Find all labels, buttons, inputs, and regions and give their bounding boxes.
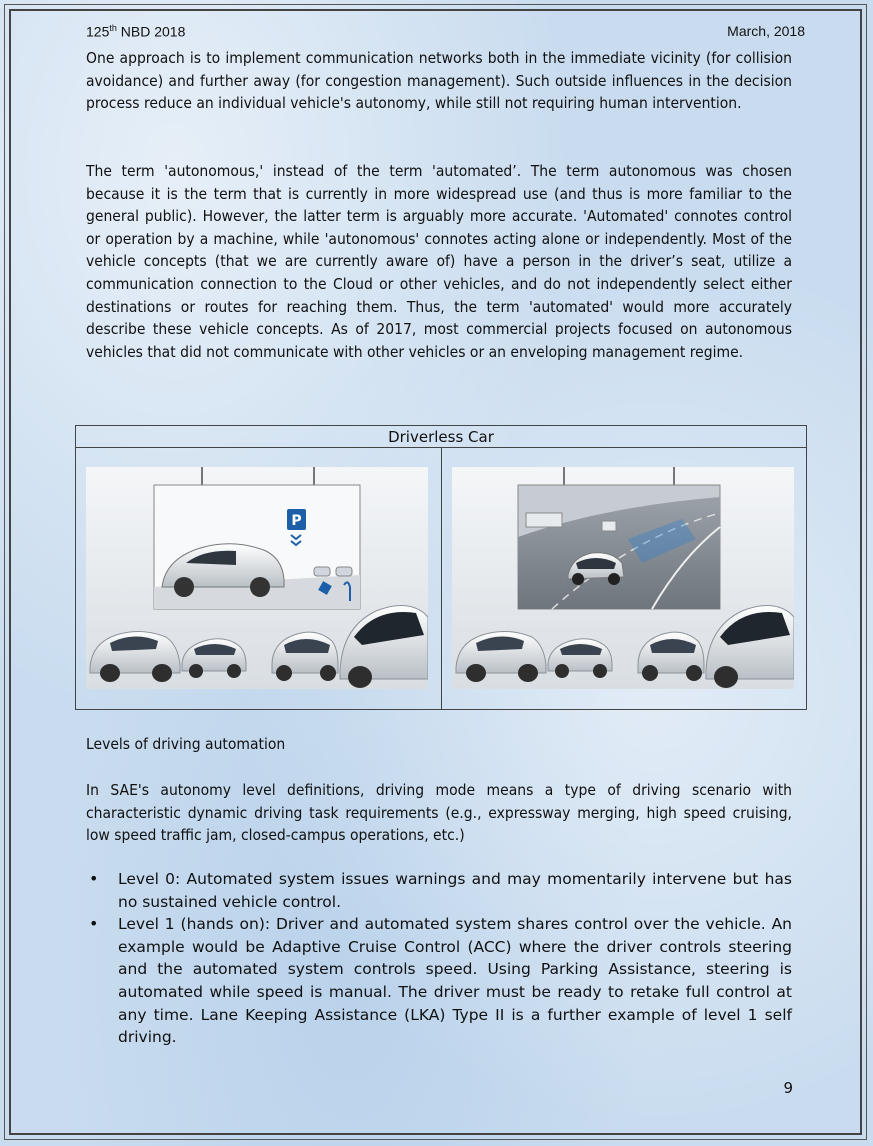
table-caption: Driverless Car [76, 426, 807, 448]
section-heading-levels: Levels of driving automation [86, 735, 286, 753]
highway-assist-illustration [452, 467, 794, 689]
image-cell-parking [76, 448, 442, 710]
automation-levels-list [86, 868, 792, 1049]
list-item-level-0: • Level 0: Automated system issues warnings and may momentarily intervene but has no sustained vehicle control. [86, 868, 792, 913]
header-left: 125th NBD 2018 [86, 23, 186, 40]
page-number: 9 [783, 1079, 793, 1097]
paragraph-sae-definitions: In SAE's autonomy level definitions, driving mode means a type of driving scenario with characteristic dynamic driving task requirements (e.g., expressway merging, high speed cruising, low speed traffic jam, closed-campus operations, etc.) [86, 781, 792, 845]
parking-sign-text: P [291, 513, 302, 529]
image-cell-highway [441, 448, 807, 710]
parking-assist-illustration [86, 467, 428, 689]
list-item-level-1: • Level 1 (hands on): Driver and automated system shares control over the vehicle. An example would be Adaptive Cruise Control (ACC) where the driver controls steering and the automated system controls speed. Using Parking Assistance, steering is automated while speed is manual. The driver must be ready to retake full control at any time. Lane Keeping Assistance (LKA) Type II is a further example of level 1 self driving. [86, 913, 792, 1049]
header-right: March, 2018 [727, 23, 805, 39]
paragraph-autonomous-term: The term 'autonomous,' instead of the term 'automated’. The term autonomous was chosen because it is the term that is currently in more widespread use (and thus is more familiar to the general public). However, the latter term is arguably more accurate. 'Automated' connotes control or operation by a machine, while 'autonomous' connotes acting alone or independently. Most of the vehicle concepts (that we are currently aware of) have a person in the driver’s seat, utilize a communication connection to the Cloud or other vehicles, and do not independently select either destinations or routes for reaching them. Thus, the term 'automated' would more accurately describe these vehicle concepts. As of 2017, most commercial projects focused on autonomous vehicles that did not communicate with other vehicles or an enveloping management regime. [86, 162, 792, 361]
driverless-car-table [75, 425, 807, 710]
paragraph-communication-networks: One approach is to implement communication networks both in the immediate vicinity (for collision avoidance) and further away (for congestion management). Such outside influences in the decision process reduce an individual vehicle's autonomy, while still not requiring human intervention. [86, 49, 792, 113]
